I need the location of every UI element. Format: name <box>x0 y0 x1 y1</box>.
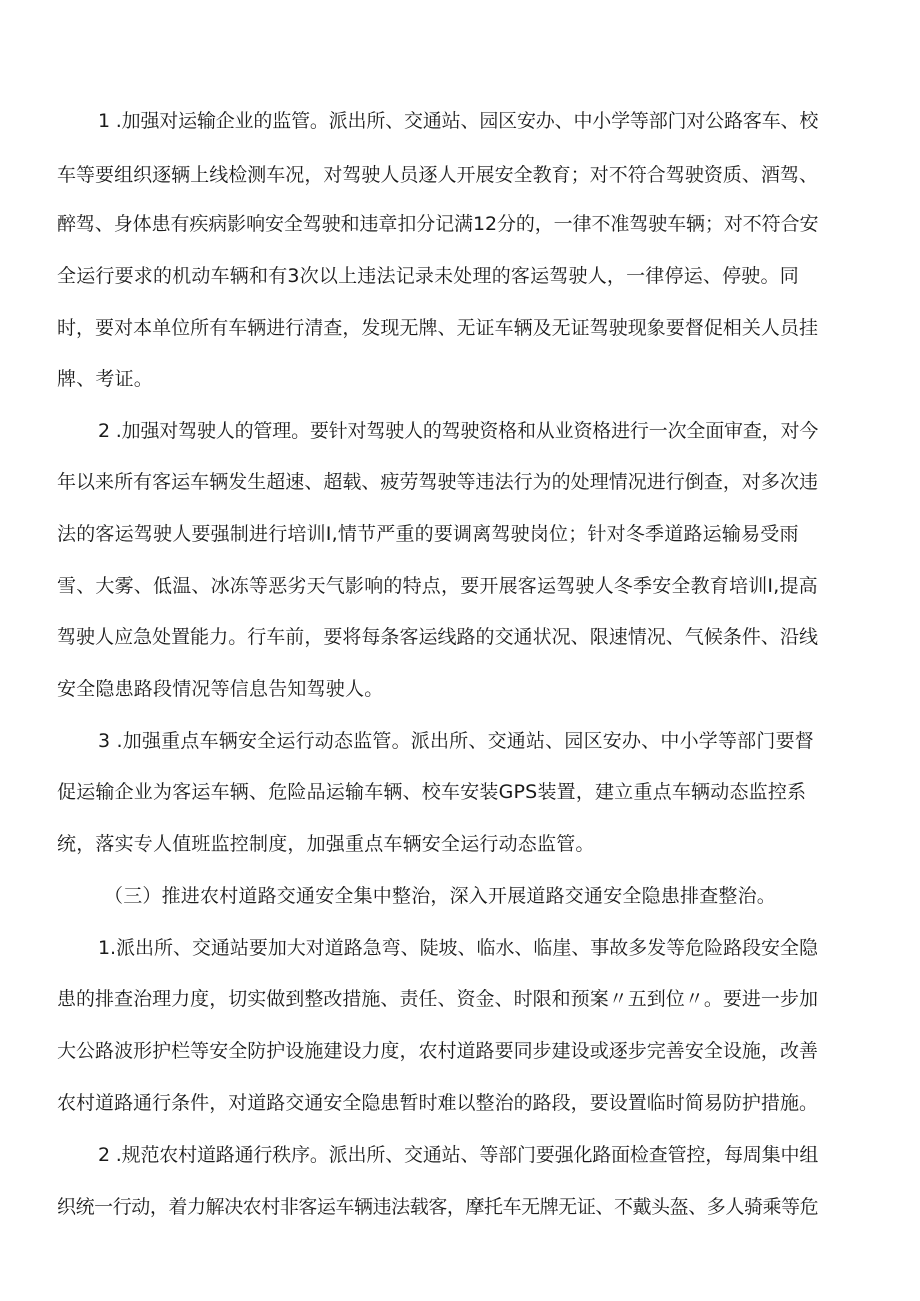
section-heading: （三）推进农村道路交通安全集中整治，深入开展道路交通安全隐患排查整治。 <box>104 885 777 907</box>
paragraph-line: 大公路波形护栏等安全防护设施建设力度，农村道路要同步建设或逐步完善安全设施，改善 <box>57 1040 819 1062</box>
paragraph-line: 安全隐患路段情况等信息告知驾驶人。 <box>57 678 384 700</box>
paragraph-line: 2 .加强对驾驶人的管理。要针对驾驶人的驾驶资格和从业资格进行一次全面审查，对今 <box>98 420 819 442</box>
paragraph-line: 车等要组织逐辆上线检测车况，对驾驶人员逐人开展安全教育；对不符合驾驶资质、酒驾、 <box>57 164 819 186</box>
paragraph-line: 1.派出所、交通站要加大对道路急弯、陡坡、临水、临崖、事故多发等危险路段安全隐 <box>98 937 818 959</box>
paragraph-line: 1 .加强对运输企业的监管。派出所、交通站、园区安办、中小学等部门对公路客车、校 <box>98 110 819 132</box>
paragraph-line: 农村道路通行条件，对道路交通安全隐患暂时难以整治的路段，要设置临时简易防护措施。 <box>57 1092 819 1114</box>
paragraph-line: 全运行要求的机动车辆和有3次以上违法记录未处理的客运驾驶人，一律停运、停驶。同 <box>57 265 799 287</box>
paragraph-line: 时，要对本单位所有车辆进行清查，发现无牌、无证车辆及无证驾驶现象要督促相关人员挂 <box>57 317 819 339</box>
paragraph-line: 雪、大雾、低温、冰冻等恶劣天气影响的特点，要开展客运驾驶人冬季安全教育培训I,提高 <box>57 575 818 597</box>
paragraph-line: 患的排查治理力度，切实做到整改措施、责任、资金、时限和预案〃五到位〃。要进一步加 <box>57 988 819 1010</box>
paragraph-line: 醉驾、身体患有疾病影响安全驾驶和违章扣分记满12分的，一律不准驾驶车辆；对不符合安 <box>57 213 819 235</box>
paragraph-line: 3 .加强重点车辆安全运行动态监管。派出所、交通站、园区安办、中小学等部门要督 <box>98 730 814 752</box>
paragraph-line: 年以来所有客运车辆发生超速、超载、疲劳驾驶等违法行为的处理情况进行倒查，对多次违 <box>57 471 819 493</box>
paragraph-line: 统，落实专人值班监控制度，加强重点车辆安全运行动态监管。 <box>57 833 595 855</box>
paragraph-line: 驾驶人应急处置能力。行车前，要将每条客运线路的交通状况、限速情况、气候条件、沿线 <box>57 626 819 648</box>
paragraph-line: 织统一行动，着力解决农村非客运车辆违法载客，摩托车无牌无证、不戴头盔、多人骑乘等危 <box>57 1196 819 1218</box>
paragraph-line: 2 .规范农村道路通行秩序。派出所、交通站、等部门要强化路面检查管控，每周集中组 <box>98 1144 819 1166</box>
paragraph-line: 促运输企业为客运车辆、危险品运输车辆、校车安装GPS装置，建立重点车辆动态监控系 <box>57 781 807 803</box>
paragraph-line: 法的客运驾驶人要强制进行培训I,情节严重的要调离驾驶岗位；针对冬季道路运输易受雨 <box>57 523 799 545</box>
paragraph-line: 牌、考证。 <box>57 368 154 390</box>
